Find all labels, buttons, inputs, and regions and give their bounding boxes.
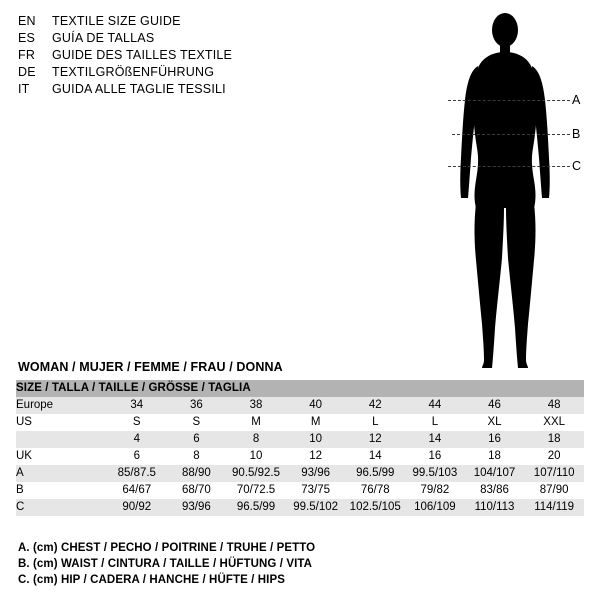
- row-value: 18: [524, 431, 584, 448]
- row-value: 93/96: [167, 499, 227, 516]
- legend-row-hip: C. (cm) HIP / CADERA / HANCHE / HÜFTE / HIPS: [18, 574, 286, 586]
- row-label: UK: [16, 448, 107, 465]
- language-header-block: [18, 14, 318, 99]
- language-code: FR: [18, 48, 36, 62]
- row-value: 73/75: [286, 482, 346, 499]
- language-code: EN: [18, 14, 36, 28]
- row-value: 46: [465, 397, 525, 414]
- row-value: 85/87.5: [107, 465, 167, 482]
- row-value: 40: [286, 397, 346, 414]
- row-value: 70/72.5: [226, 482, 286, 499]
- row-label: Europe: [16, 397, 107, 414]
- row-value: 107/110: [524, 465, 584, 482]
- row-value: 76/78: [345, 482, 405, 499]
- row-value: 96.5/99: [226, 499, 286, 516]
- row-label: US: [16, 414, 107, 431]
- row-value: 48: [524, 397, 584, 414]
- row-value: L: [345, 414, 405, 431]
- row-value: S: [107, 414, 167, 431]
- table-row: [16, 482, 584, 499]
- row-value: 88/90: [167, 465, 227, 482]
- row-value: 12: [345, 431, 405, 448]
- table-row: [16, 414, 584, 431]
- language-row: [18, 48, 318, 65]
- row-value: 34: [107, 397, 167, 414]
- legend-row-waist: B. (cm) WAIST / CINTURA / TAILLE / HÜFTUNG / VITA: [18, 558, 313, 570]
- table-row: [16, 397, 584, 414]
- row-value: 96.5/99: [345, 465, 405, 482]
- row-value: 8: [226, 431, 286, 448]
- row-value: 104/107: [465, 465, 525, 482]
- row-value: 93/96: [286, 465, 346, 482]
- language-row: [18, 65, 318, 82]
- section-title-woman: WOMAN / MUJER / FEMME / FRAU / DONNA: [18, 360, 283, 374]
- language-code: ES: [18, 31, 36, 45]
- table-row: [16, 465, 584, 482]
- row-value: 114/119: [524, 499, 584, 516]
- row-value: 4: [107, 431, 167, 448]
- language-title: TEXTILGRÖßENFÜHRUNG: [52, 65, 215, 79]
- row-value: 16: [405, 448, 465, 465]
- row-value: 6: [107, 448, 167, 465]
- language-row: [18, 14, 318, 31]
- row-value: XXL: [524, 414, 584, 431]
- row-value: 44: [405, 397, 465, 414]
- measurement-legend: [18, 540, 578, 588]
- row-value: 64/67: [107, 482, 167, 499]
- row-value: M: [286, 414, 346, 431]
- table-row: [16, 431, 584, 448]
- table-header-row: [16, 380, 584, 397]
- size-table: [16, 380, 584, 516]
- row-value: 99.5/103: [405, 465, 465, 482]
- row-value: 102.5/105: [345, 499, 405, 516]
- row-label: A: [16, 465, 107, 482]
- row-label: B: [16, 482, 107, 499]
- row-value: 10: [226, 448, 286, 465]
- row-value: 12: [286, 448, 346, 465]
- row-value: 90/92: [107, 499, 167, 516]
- language-title: GUIDA ALLE TAGLIE TESSILI: [52, 82, 226, 96]
- row-value: 110/113: [465, 499, 525, 516]
- row-value: 106/109: [405, 499, 465, 516]
- measure-line-chest: [448, 100, 570, 101]
- row-value: 10: [286, 431, 346, 448]
- language-title: GUIDE DES TAILLES TEXTILE: [52, 48, 233, 62]
- row-label: C: [16, 499, 107, 516]
- table-row: [16, 499, 584, 516]
- row-value: 79/82: [405, 482, 465, 499]
- row-value: XL: [465, 414, 525, 431]
- table-row: [16, 448, 584, 465]
- row-value: 16: [465, 431, 525, 448]
- measure-label-waist: B: [572, 127, 581, 141]
- language-title: TEXTILE SIZE GUIDE: [52, 14, 181, 28]
- row-value: 87/90: [524, 482, 584, 499]
- row-value: 83/86: [465, 482, 525, 499]
- row-label: [16, 431, 107, 448]
- legend-row-chest: A. (cm) CHEST / PECHO / POITRINE / TRUHE / PETTO: [18, 542, 316, 554]
- measure-line-hip: [448, 166, 570, 167]
- row-value: 90.5/92.5: [226, 465, 286, 482]
- measure-label-hip: C: [572, 159, 582, 173]
- row-value: 8: [167, 448, 227, 465]
- measure-line-waist: [452, 134, 570, 135]
- female-body-figure: [430, 8, 590, 378]
- row-value: 36: [167, 397, 227, 414]
- row-value: S: [167, 414, 227, 431]
- row-value: 6: [167, 431, 227, 448]
- female-silhouette-icon: [430, 8, 590, 378]
- row-value: M: [226, 414, 286, 431]
- row-value: L: [405, 414, 465, 431]
- language-title: GUÍA DE TALLAS: [52, 31, 155, 45]
- row-value: 99.5/102: [286, 499, 346, 516]
- row-value: 68/70: [167, 482, 227, 499]
- table-header-label: SIZE / TALLA / TAILLE / GRÖSSE / TAGLIA: [16, 380, 584, 397]
- language-row: [18, 82, 318, 99]
- language-code: IT: [18, 82, 30, 96]
- language-row: [18, 31, 318, 48]
- measure-label-chest: A: [572, 93, 581, 107]
- row-value: 14: [345, 448, 405, 465]
- language-code: DE: [18, 65, 36, 79]
- row-value: 14: [405, 431, 465, 448]
- row-value: 20: [524, 448, 584, 465]
- row-value: 18: [465, 448, 525, 465]
- row-value: 42: [345, 397, 405, 414]
- row-value: 38: [226, 397, 286, 414]
